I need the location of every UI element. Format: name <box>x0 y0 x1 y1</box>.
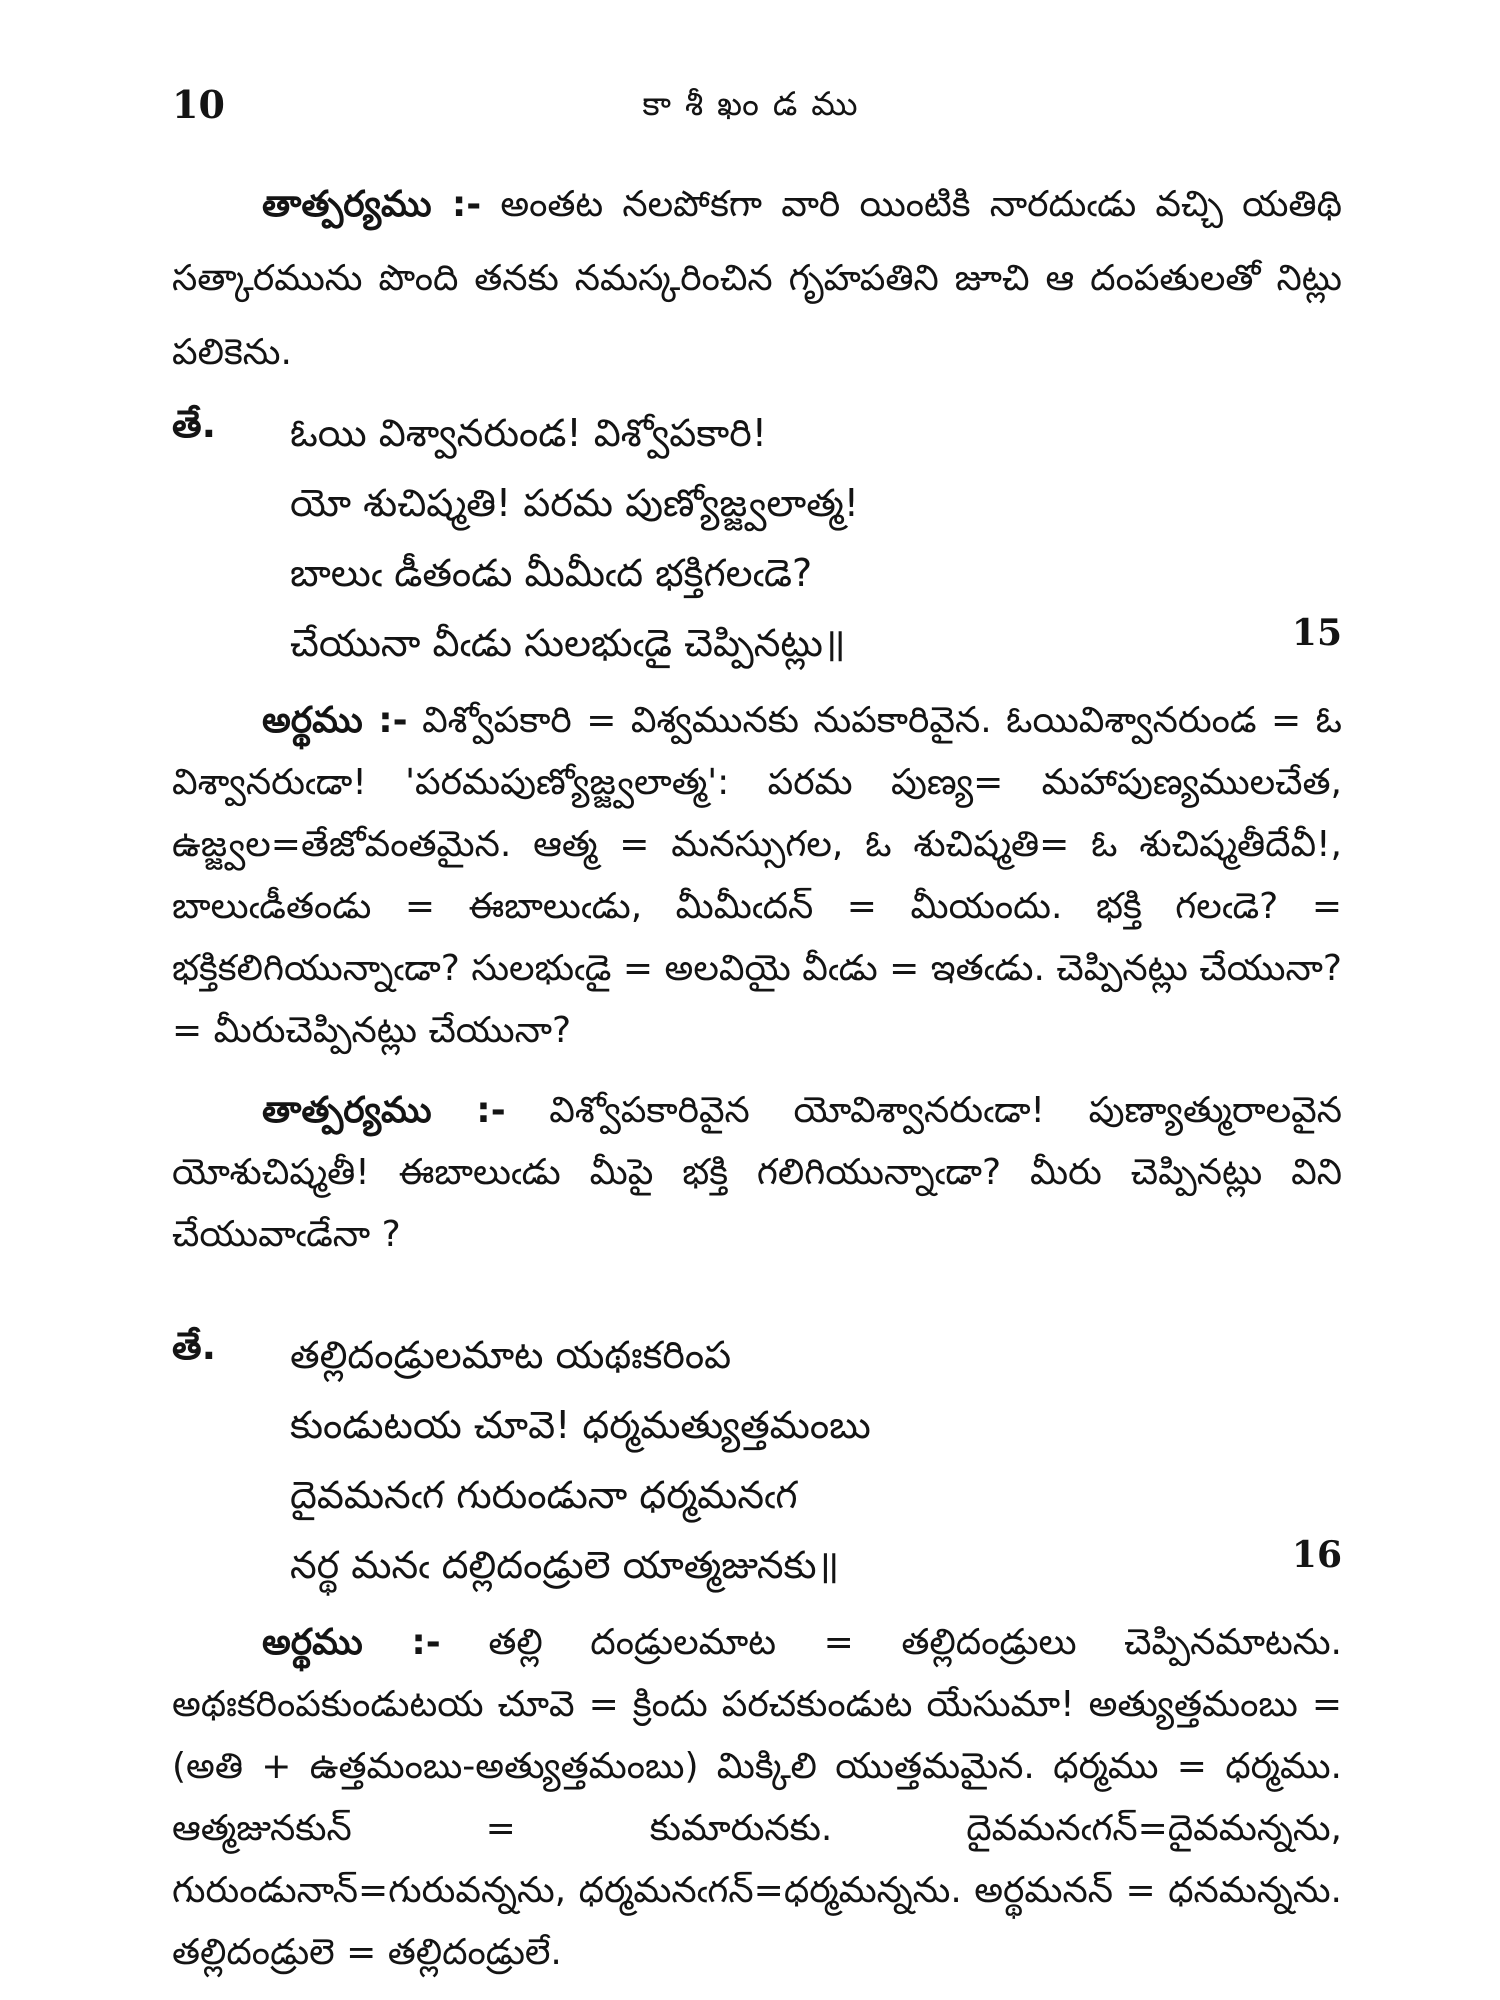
commentary-paragraph-1 <box>172 168 1342 390</box>
verse-line: నర్థ మనఁ దల్లిదండ్రులె యాత్మజునకు॥ <box>290 1543 840 1587</box>
page-header <box>172 82 1342 132</box>
commentary-text: విశ్వోపకారివైన యోవిశ్వానరుఁడా! పుణ్యాత్మురాలవైన యోశుచిష్మతీ! ఈబాలుఁడు మీపై భక్తి గలిగియున్నాఁడా? మీరు చెప్పినట్లు విని చేయువాఁడేనా ? <box>172 1090 1343 1255</box>
meaning-paragraph-2 <box>172 1612 1342 1984</box>
meaning-paragraph-1 <box>172 690 1342 1062</box>
running-title: కాశీఖండము <box>642 84 872 123</box>
commentary-label: తాత్పర్యము :- <box>262 1090 506 1131</box>
verse-number: 16 <box>1291 1534 1342 1576</box>
verse-meter-marker: తే. <box>172 1324 216 1368</box>
verse-number: 15 <box>1291 612 1342 654</box>
verse-line: దైవమనఁగ గురుండునా ధర్మమనఁగ <box>290 1473 798 1517</box>
commentary-label: తాత్పర్యము :- <box>262 184 482 225</box>
verse-lines <box>290 398 1190 678</box>
page-number: 10 <box>172 82 225 127</box>
meaning-label: అర్థము :- <box>262 700 408 741</box>
verse-line: ఓయి విశ్వానరుండ! విశ్వోపకారి! <box>290 411 767 455</box>
verse-line: చేయునా వీఁడు సులభుఁడై చెప్పినట్లు॥ <box>290 621 846 665</box>
verse-meter-marker: తే. <box>172 402 216 446</box>
meaning-text: విశ్వోపకారి = విశ్వమునకు నుపకారివైన. ఓయివిశ్వానరుండ = ఓ విశ్వానరుఁడా! 'పరమపుణ్యోజ్జ్వలాత్మ': పరమ పుణ్య= మహాపుణ్యములచేత, ఉజ్జ్వల=తేజోవంతమైన. ఆత్మ = మనస్సుగల, ఓ శుచిష్మతి= ఓ శుచిష్మతీదేవీ!, బాలుఁడీతండు = ఈబాలుఁడు, మీమీఁదన్ = మీయందు. భక్తి గలఁడె? = భక్తికలిగియున్నాఁడా? సులభుఁడై = అలవియై వీఁడు = ఇతఁడు. చెప్పినట్లు చేయునా? = మీరుచెప్పినట్లు చేయునా? <box>172 700 1342 1051</box>
verse-line: తల్లిదండ్రులమాట యథఃకరింప <box>290 1333 732 1377</box>
verse-16 <box>172 1320 1342 1610</box>
meaning-label: అర్థము :- <box>262 1622 441 1663</box>
verse-line: బాలుఁ డీతండు మీమీఁద భక్తిగలఁడె? <box>290 551 813 595</box>
verse-line: యో శుచిష్మతి! పరమ పుణ్యోజ్జ్వలాత్మ! <box>290 481 859 525</box>
verse-15 <box>172 398 1342 688</box>
verse-line: కుండుటయ చూవె! ధర్మమత్యుత్తమంబు <box>290 1403 871 1447</box>
meaning-text: తల్లి దండ్రులమాట = తల్లిదండ్రులు చెప్పినమాటను. అథఃకరింపకుండుటయ చూవె = క్రిందు పరచకుండుట యేసుమా! అత్యుత్తమంబు = (అతి + ఉత్తమంబు-అత్యుత్తమంబు) మిక్కిలి యుత్తమమైన. ధర్మము = ధర్మము. ఆత్మజునకున్ = కుమారునకు. దైవమనఁగన్=దైవమన్నను, గురుండునాన్=గురువన్నను, ధర్మమనఁగన్=ధర్మమన్నను. అర్థమనన్ = ధనమన్నను. తల్లిదండ్రులె = తల్లిదండ్రులే. <box>172 1622 1342 1973</box>
commentary-text: అంతట నలపోకగా వారి యింటికి నారదుఁడు వచ్చి యతిథి సత్కారమును పొంది తనకు నమస్కరించిన గృహపతిని జూచి ఆ దంపతులతో నిట్లు పలికెను. <box>172 184 1343 373</box>
verse-lines <box>290 1320 1190 1600</box>
commentary-paragraph-2 <box>172 1080 1342 1266</box>
